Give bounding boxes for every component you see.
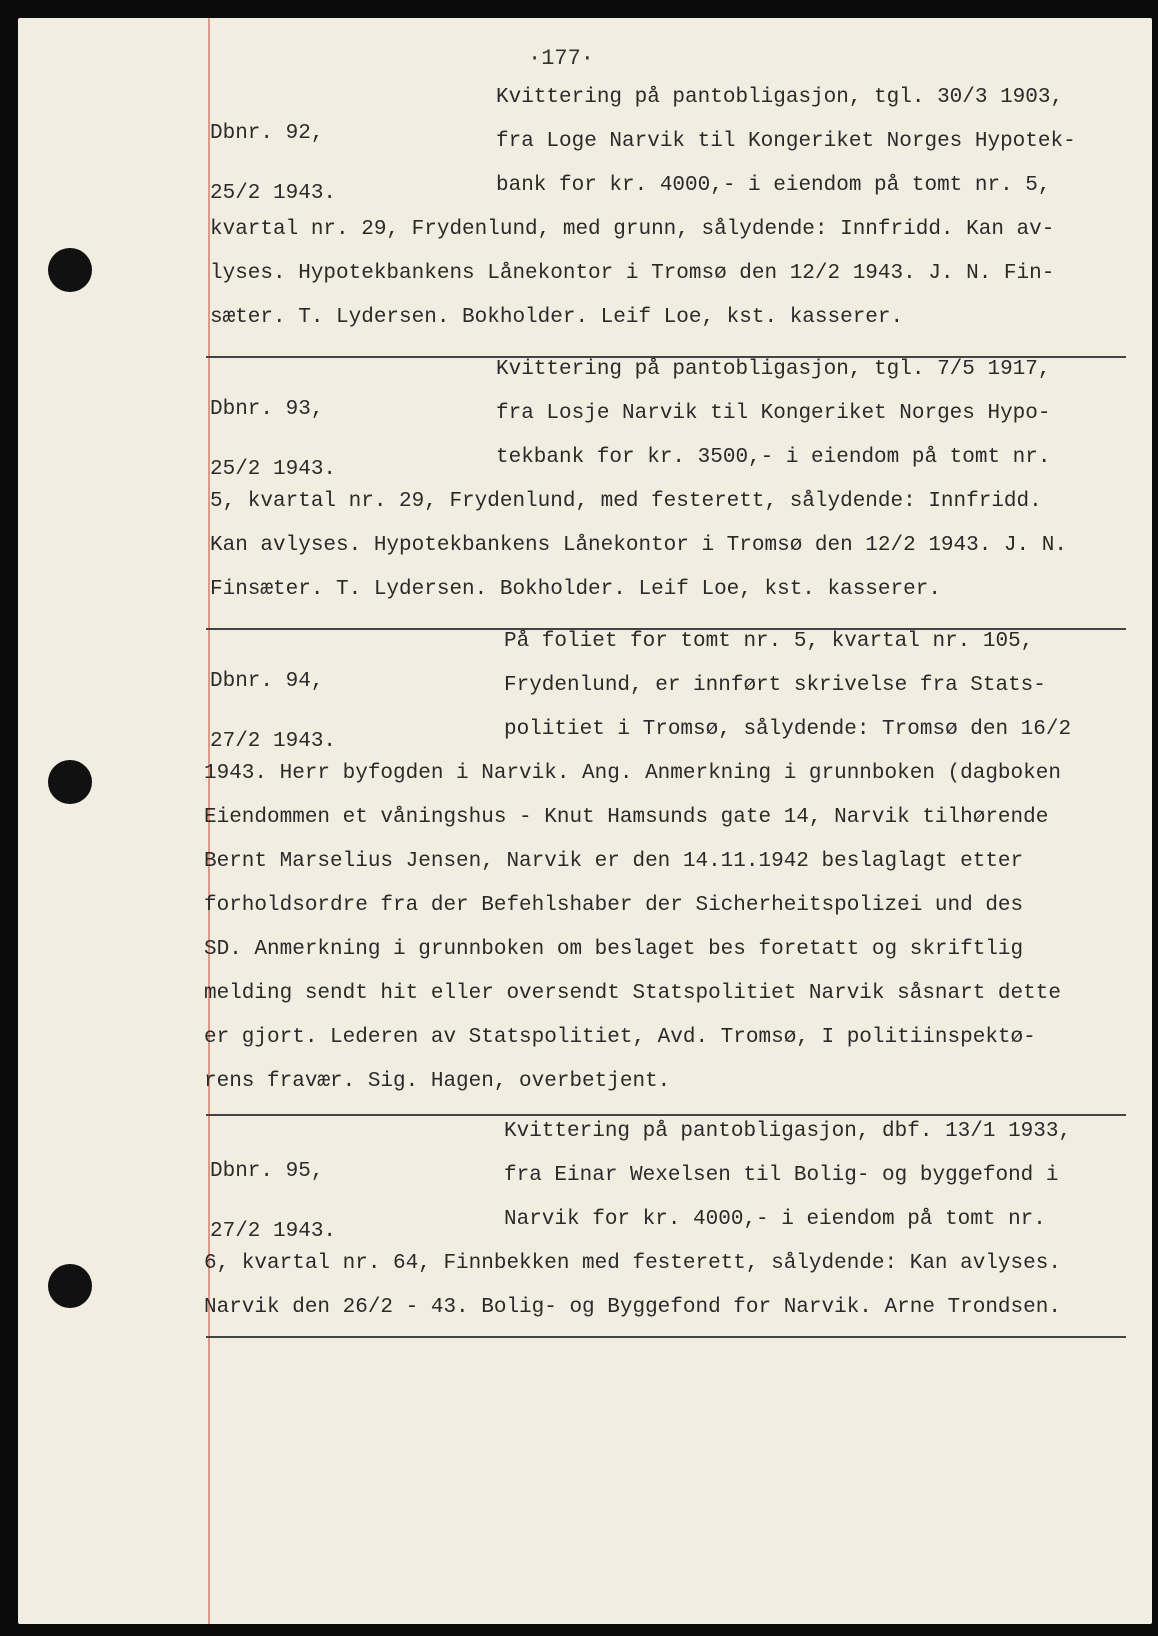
entry-date: 27/2 1943. (210, 730, 337, 753)
entry-line: Kan avlyses. Hypotekbankens Lånekontor i Tromsø den 12/2 1943. J. N. (210, 534, 1067, 557)
entry-number: Dbnr. 93, (210, 398, 324, 421)
punch-hole-bottom (48, 1264, 92, 1308)
punch-hole-top (48, 248, 92, 292)
entry-line: bank for kr. 4000,- i eiendom på tomt nr. 5, (496, 174, 1051, 197)
entry-line: 1943. Herr byfogden i Narvik. Ang. Anmerkning i grunnboken (dagboken (204, 762, 1061, 785)
entry-line: Finsæter. T. Lydersen. Bokholder. Leif Loe, kst. kasserer. (210, 578, 941, 601)
entry-line: politiet i Tromsø, sålydende: Tromsø den 16/2 (504, 718, 1072, 741)
entry-line: Kvittering på pantobligasjon, tgl. 7/5 1917, (496, 358, 1051, 381)
entry-line: Kvittering på pantobligasjon, tgl. 30/3 1903, (496, 86, 1064, 109)
entry-date: 27/2 1943. (210, 1220, 337, 1243)
entry-line: lyses. Hypotekbankens Lånekontor i Tromsø den 12/2 1943. J. N. Fin- (210, 262, 1055, 285)
entry-line: fra Loge Narvik til Kongeriket Norges Hypotek- (496, 130, 1076, 153)
entry-line: Kvittering på pantobligasjon, dbf. 13/1 1933, (504, 1120, 1072, 1143)
entry-line: Narvik den 26/2 - 43. Bolig- og Byggefond for Narvik. Arne Trondsen. (204, 1296, 1061, 1319)
entry-number: Dbnr. 92, (210, 122, 324, 145)
entry-line: fra Einar Wexelsen til Bolig- og byggefond i (504, 1164, 1059, 1187)
ledger-page (18, 18, 1152, 1624)
entry-line: tekbank for kr. 3500,- i eiendom på tomt nr. (496, 446, 1051, 469)
entry-date: 25/2 1943. (210, 458, 337, 481)
entry-line: sæter. T. Lydersen. Bokholder. Leif Loe, kst. kasserer. (210, 306, 904, 329)
entry-line: fra Losje Narvik til Kongeriket Norges Hypo- (496, 402, 1051, 425)
entry-line: melding sendt hit eller oversendt Statspolitiet Narvik såsnart dette (204, 982, 1061, 1005)
punch-hole-middle (48, 760, 92, 804)
entry-line: er gjort. Lederen av Statspolitiet, Avd. Tromsø, I politiinspektø- (204, 1026, 1036, 1049)
entry-line: 6, kvartal nr. 64, Finnbekken med festerett, sålydende: Kan avlyses. (204, 1252, 1061, 1275)
entry-line: Frydenlund, er innført skrivelse fra Stats- (504, 674, 1046, 697)
entry-line: Narvik for kr. 4000,- i eiendom på tomt nr. (504, 1208, 1046, 1231)
entry-line: Eiendommen et våningshus - Knut Hamsunds gate 14, Narvik tilhørende (204, 806, 1049, 829)
entry-line: Bernt Marselius Jensen, Narvik er den 14.11.1942 beslaglagt etter (204, 850, 1024, 873)
entry-number: Dbnr. 95, (210, 1160, 324, 1183)
entry-line: forholdsordre fra der Befehlshaber der Sicherheitspolizei und des (204, 894, 1024, 917)
entry-line: SD. Anmerkning i grunnboken om beslaget bes foretatt og skriftlig (204, 938, 1024, 961)
entry-date: 25/2 1943. (210, 182, 337, 205)
entry-line: kvartal nr. 29, Frydenlund, med grunn, sålydende: Innfridd. Kan av- (210, 218, 1055, 241)
entry-line: rens fravær. Sig. Hagen, overbetjent. (204, 1070, 671, 1093)
entry-number: Dbnr. 94, (210, 670, 324, 693)
page-number: ·177· (528, 46, 595, 71)
entry-line: 5, kvartal nr. 29, Frydenlund, med festerett, sålydende: Innfridd. (210, 490, 1042, 513)
entry-separator (206, 1336, 1126, 1338)
entry-line: På foliet for tomt nr. 5, kvartal nr. 105, (504, 630, 1034, 653)
